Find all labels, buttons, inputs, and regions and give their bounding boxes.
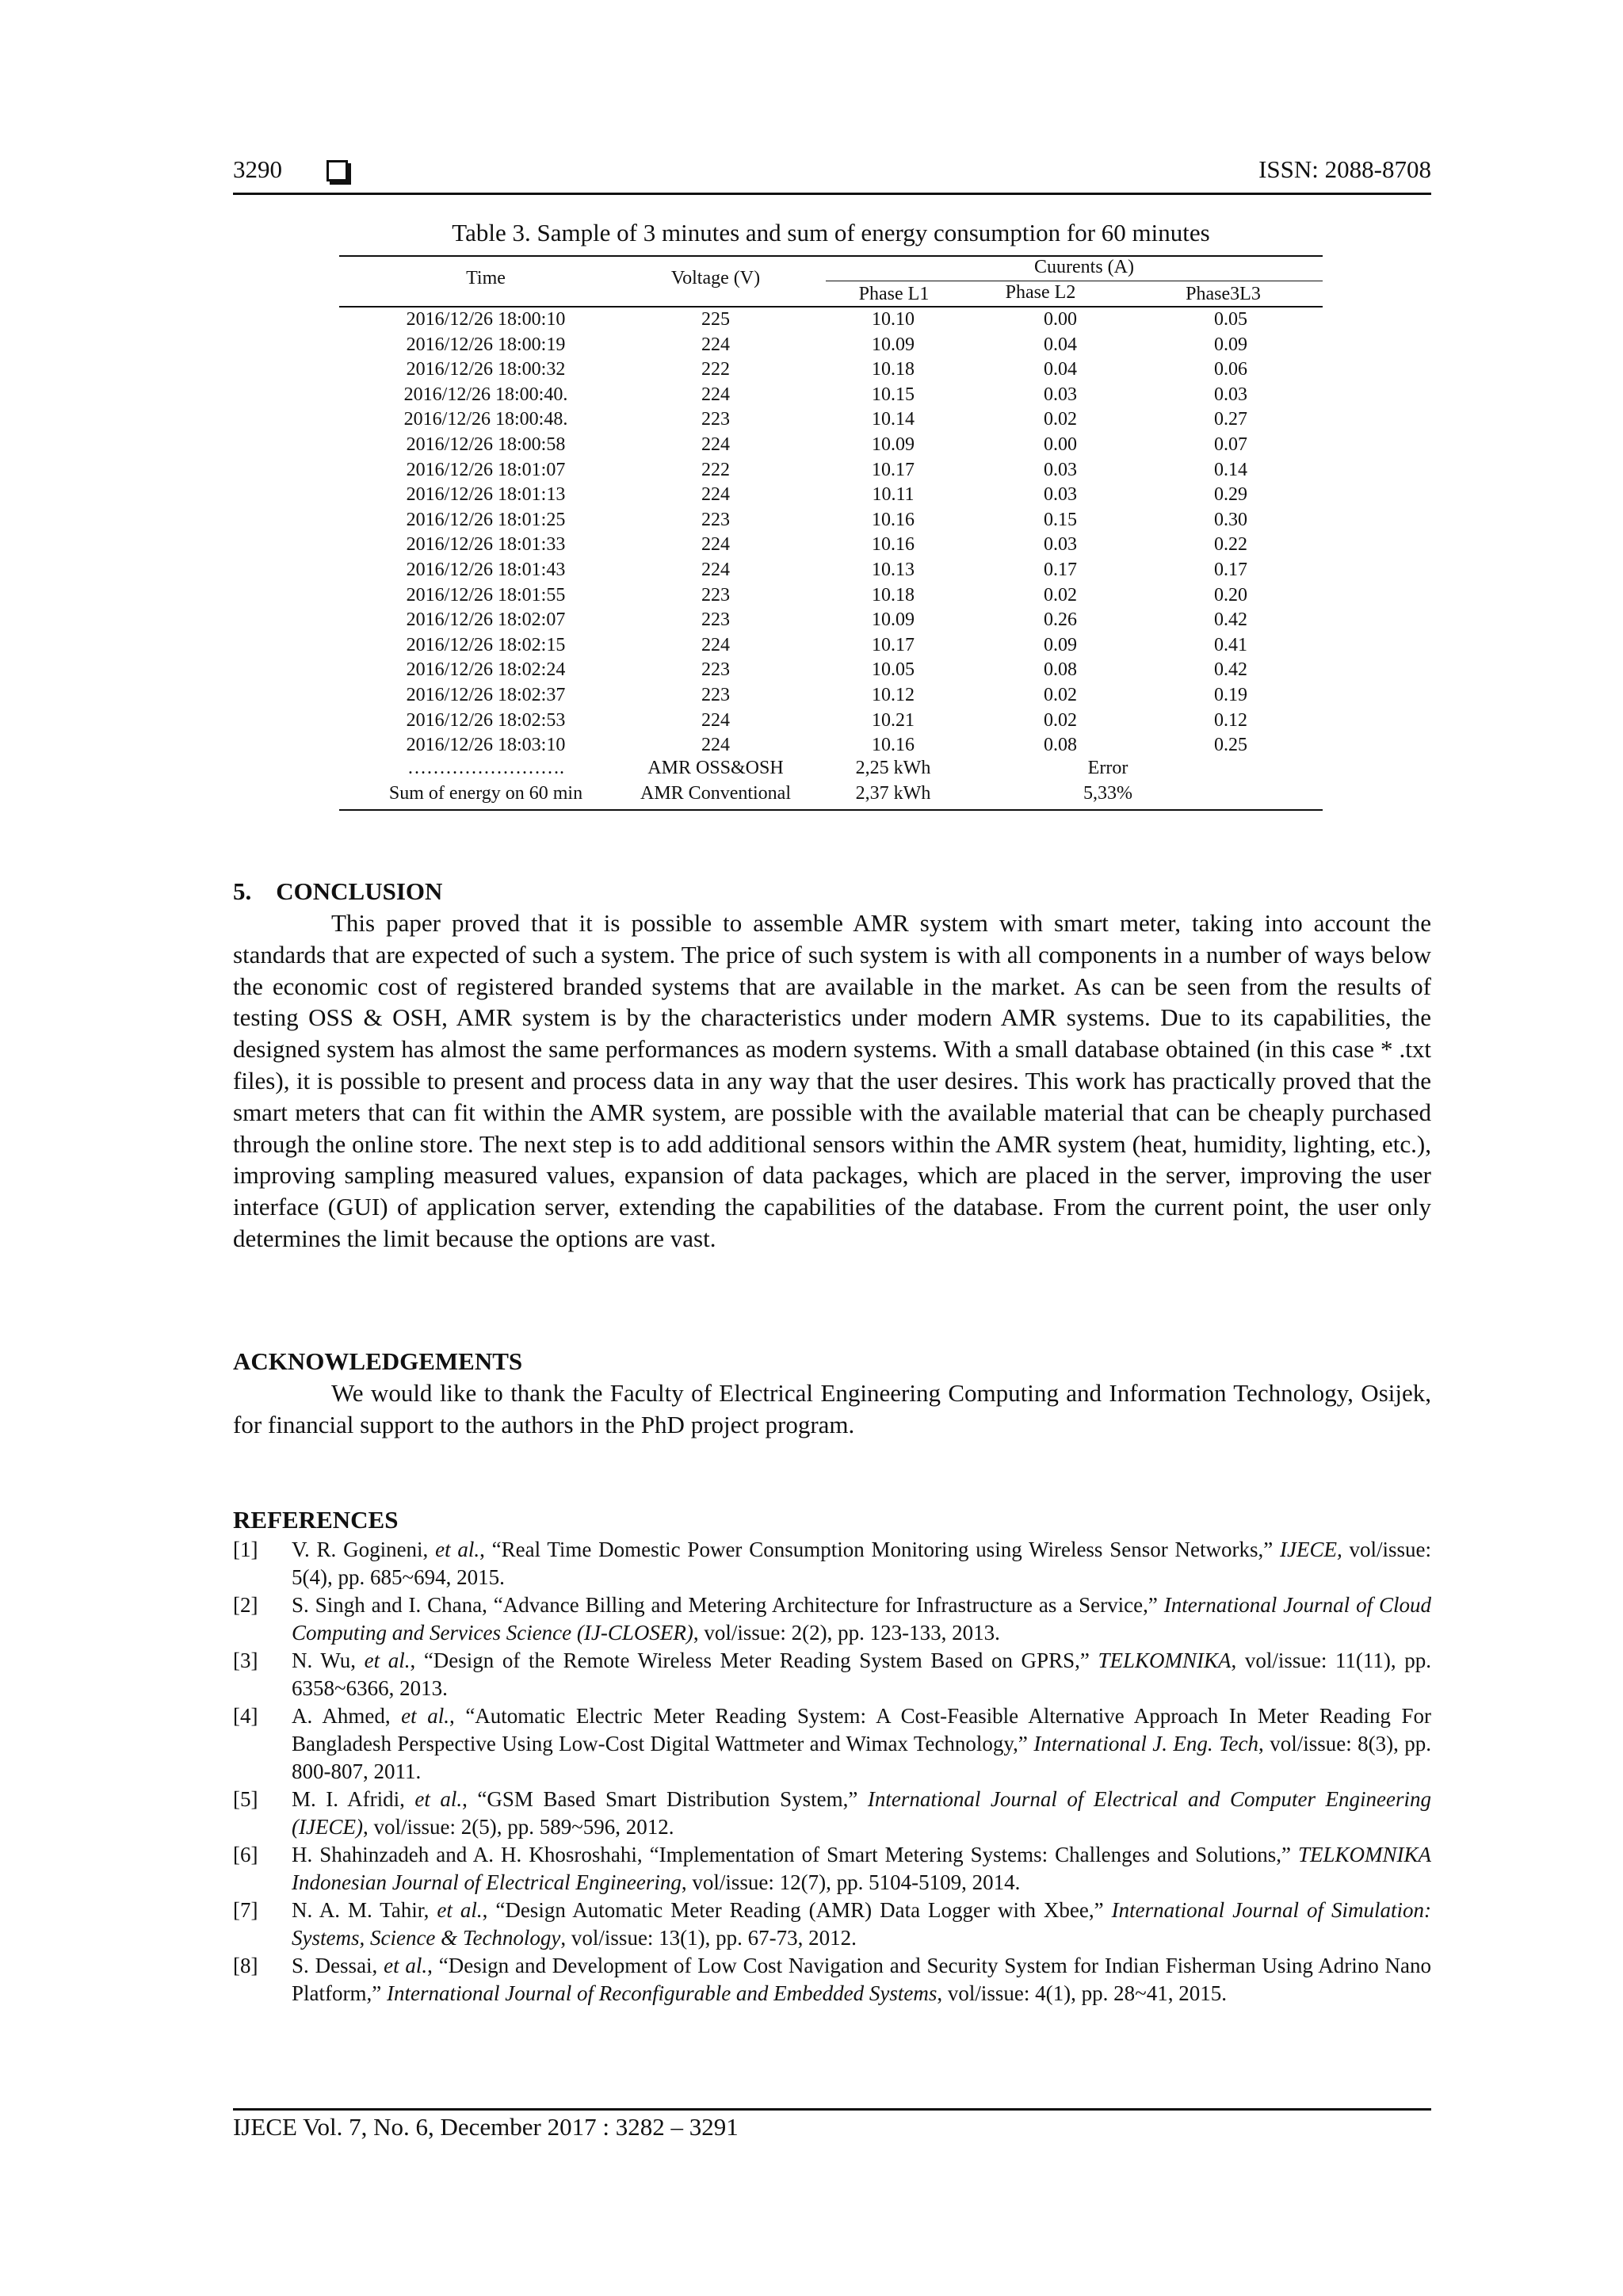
reference-text: , “Real Time Domestic Power Consumption Monitoring using Wireless Sensor Networks,” (479, 1538, 1280, 1561)
cell-phase-l2: 0.00 (1044, 434, 1077, 455)
cell-time: 2016/12/26 18:02:53 (406, 709, 566, 731)
cell-time: 2016/12/26 18:00:19 (406, 334, 566, 355)
reference-text: S. Singh and I. Chana, “Advance Billing and Metering Architecture for Infrastructure as a Service,” (292, 1593, 1164, 1617)
cell-voltage: 224 (701, 560, 730, 580)
cell-phase-l1: 10.09 (872, 434, 915, 455)
page-header (233, 155, 1431, 193)
summary-voltage: AMR OSS&OSH (647, 758, 784, 778)
reference-number: [3] (233, 1648, 258, 1672)
table-row (339, 334, 1323, 360)
cell-voltage: 225 (701, 309, 730, 330)
cell-phase-l2: 0.03 (1044, 459, 1077, 480)
table-row (339, 710, 1323, 735)
reference-number: [6] (233, 1843, 258, 1866)
cell-voltage: 223 (701, 409, 730, 430)
reference-text: H. Shahinzadeh and A. H. Khosroshahi, “Implementation of Smart Metering Systems: Challenges and Solutions,” (292, 1843, 1298, 1866)
cell-time: 2016/12/26 18:01:25 (406, 509, 566, 530)
cell-phase-l1: 10.18 (872, 584, 915, 606)
table-row (339, 384, 1323, 410)
reference-item (233, 1702, 1431, 1786)
cell-time: 2016/12/26 18:00:48. (403, 409, 568, 430)
acknowledgements-section (233, 1347, 1431, 1441)
cell-phase-l2: 0.00 (1044, 309, 1077, 330)
reference-text: S. Dessai, (292, 1954, 384, 1977)
cell-phase-l1: 10.16 (872, 534, 915, 556)
cell-phase-l2: 0.02 (1044, 584, 1077, 606)
reference-etal: et al. (364, 1648, 411, 1672)
conclusion-heading: 5. CONCLUSION (233, 877, 443, 905)
summary-l1: 2,37 kWh (855, 783, 931, 804)
reference-text: , vol/issue: 2(5), pp. 589~596, 2012. (362, 1815, 674, 1839)
cell-voltage: 224 (701, 384, 730, 405)
reference-number: [2] (233, 1593, 258, 1617)
cell-phase-l1: 10.17 (872, 634, 915, 655)
page-footer: IJECE Vol. 7, No. 6, December 2017 : 3282 – 3291 (233, 2113, 739, 2141)
reference-text: , “Design of the Remote Wireless Meter Reading System Based on GPRS,” (410, 1648, 1098, 1672)
table-row (339, 484, 1323, 510)
table-row (339, 460, 1323, 485)
reference-text: M. I. Afridi, (292, 1787, 415, 1811)
reference-text: vol/issue: 5(4), pp. 685~694, 2015. (292, 1538, 1431, 1589)
table-row (339, 560, 1323, 585)
cell-phase-l3: 0.30 (1214, 509, 1247, 530)
reference-journal: International Journal of Simulation: Systems, Science & Technology (292, 1898, 1431, 1950)
cell-phase-l2: 0.03 (1044, 534, 1077, 556)
reference-text: , vol/issue: 4(1), pp. 28~41, 2015. (937, 1981, 1227, 2005)
summary-time: Sum of energy on 60 min (388, 783, 583, 804)
checkbox-square-icon (327, 160, 348, 181)
issn-label: ISSN: 2088-8708 (1258, 155, 1431, 183)
cell-time: 2016/12/26 18:01:55 (406, 584, 566, 606)
reference-journal: International Journal of Electrical and Computer Engineering (IJECE) (292, 1787, 1431, 1839)
reference-text: , “GSM Based Smart Distribution System,” (462, 1787, 868, 1811)
header-phase-l3: Phase3L3 (1186, 284, 1261, 304)
cell-time: 2016/12/26 18:02:07 (406, 609, 566, 631)
reference-etal: et al. (384, 1954, 428, 1977)
cell-time: 2016/12/26 18:02:37 (406, 685, 566, 705)
summary-merged: 5,33% (1083, 783, 1132, 804)
cell-time: 2016/12/26 18:01:13 (406, 484, 566, 506)
cell-phase-l1: 10.21 (872, 709, 915, 731)
reference-number: [7] (233, 1898, 258, 1922)
table-row (339, 685, 1323, 710)
reference-journal: TELKOMNIKA (1098, 1648, 1232, 1672)
cell-phase-l1: 10.11 (872, 484, 915, 506)
references-heading: REFERENCES (233, 1506, 399, 1534)
summary-l1: 2,25 kWh (855, 758, 931, 778)
reference-text: , vol/issue: 11(11), pp. 6358~6366, 2013. (292, 1648, 1431, 1700)
table-row (339, 609, 1323, 635)
header-phase-l2: Phase L2 (1005, 282, 1076, 303)
conclusion-section (233, 877, 1431, 1255)
cell-time: 2016/12/26 18:00:10 (406, 309, 566, 330)
reference-text: , “Design Automatic Meter Reading (AMR) Data Logger with Xbee,” (482, 1898, 1112, 1922)
cell-voltage: 224 (701, 735, 730, 756)
cell-voltage: 223 (701, 609, 730, 631)
cell-phase-l3: 0.29 (1214, 484, 1247, 506)
table-row (339, 585, 1323, 610)
header-rule (233, 193, 1431, 195)
cell-phase-l1: 10.16 (872, 735, 915, 756)
cell-phase-l2: 0.03 (1044, 384, 1077, 405)
cell-voltage: 224 (701, 484, 730, 506)
reference-journal: International J. Eng. Tech (1033, 1732, 1259, 1755)
cell-voltage: 223 (701, 584, 730, 606)
cell-time: 2016/12/26 18:01:43 (406, 560, 566, 580)
reference-item (233, 1536, 1431, 1591)
cell-phase-l2: 0.15 (1044, 509, 1077, 530)
table-bottom-rule (339, 809, 1323, 811)
cell-phase-l3: 0.07 (1214, 434, 1247, 455)
table-row (339, 434, 1323, 460)
reference-etal: et al. (435, 1538, 480, 1561)
cell-phase-l3: 0.03 (1214, 384, 1247, 405)
cell-phase-l2: 0.02 (1044, 409, 1077, 430)
reference-text: , “Automatic Electric Meter Reading System: A Cost-Feasible Alternative Approach In Meter Reading For Bangladesh Perspective Using Low-Cost Digital Wattmeter and Wimax Technology,” (292, 1704, 1431, 1755)
cell-voltage: 224 (701, 434, 730, 455)
cell-phase-l1: 10.17 (872, 459, 915, 480)
table-caption: Table 3. Sample of 3 minutes and sum of energy consumption for 60 minutes (452, 219, 1210, 246)
cell-phase-l3: 0.12 (1214, 709, 1247, 731)
cell-time: 2016/12/26 18:02:24 (406, 659, 566, 681)
cell-time: 2016/12/26 18:00:40. (403, 384, 568, 405)
cell-phase-l3: 0.05 (1214, 309, 1247, 330)
cell-phase-l1: 10.10 (872, 309, 915, 330)
summary-time: ……………………. (407, 758, 564, 778)
cell-phase-l3: 0.06 (1214, 359, 1247, 380)
summary-row (339, 783, 1323, 808)
cell-time: 2016/12/26 18:00:32 (406, 359, 566, 380)
table-row (339, 659, 1323, 685)
cell-voltage: 222 (701, 459, 730, 480)
reference-item (233, 1897, 1431, 1952)
reference-journal: International Journal of Cloud Computing and Services Science (IJ-CLOSER) (292, 1593, 1432, 1645)
cell-phase-l2: 0.09 (1044, 634, 1077, 655)
header-currents: Cuurents (A) (1034, 257, 1134, 277)
cell-phase-l3: 0.27 (1214, 409, 1247, 430)
cell-phase-l3: 0.25 (1214, 735, 1247, 756)
cell-phase-l2: 0.08 (1044, 659, 1077, 681)
summary-voltage: AMR Conventional (640, 783, 791, 804)
cell-phase-l3: 0.22 (1214, 534, 1247, 556)
cell-phase-l1: 10.16 (872, 509, 915, 530)
cell-phase-l2: 0.04 (1044, 359, 1077, 380)
cell-voltage: 223 (701, 509, 730, 530)
table-row (339, 534, 1323, 560)
cell-time: 2016/12/26 18:01:07 (406, 459, 566, 480)
reference-text: , vol/issue: 13(1), pp. 67-73, 2012. (560, 1926, 857, 1950)
reference-etal: et al. (437, 1898, 483, 1922)
summary-merged: Error (1087, 758, 1128, 778)
reference-item (233, 1952, 1431, 2008)
reference-text: N. Wu, (292, 1648, 365, 1672)
cell-phase-l3: 0.14 (1214, 459, 1247, 480)
conclusion-paragraph: This paper proved that it is possible to assemble AMR system with smart meter, taking into account the standards that are expected of such a system. The price of such system is with all components in a number of ways below the economic cost of registered branded systems that are available in the market. As can be seen from the results of testing OSS & OSH, AMR system is by the characteristics under modern AMR systems. Due to its capabilities, the designed system has almost the same performances as modern systems. With a small database obtained (in this case * .txt files), it is possible to present and process data in any way that the user desires. This work has practically proved that the smart meters that can fit within the AMR system, are possible with the available material that can be cheaply purchased through the online store. The next step is to add additional sensors within the AMR system (heat, humidity, lighting, etc.), improving sampling measured values, expansion of data packages, which are placed in the server, improving the user interface (GUI) of application server, extending the capabilities of the database. From the current point, the user only determines the limit because the options are vast. (233, 909, 1431, 1252)
table-row (339, 359, 1323, 384)
header-bottom-rule (339, 306, 1323, 308)
reference-list (233, 1536, 1431, 2008)
acknowledgements-paragraph: We would like to thank the Faculty of Electrical Engineering Computing and Information Technology, Osijek, for financial support to the authors in the PhD project program. (233, 1379, 1431, 1438)
cell-phase-l1: 10.13 (872, 560, 915, 580)
cell-phase-l3: 0.09 (1214, 334, 1247, 355)
reference-etal: et al. (414, 1787, 463, 1811)
cell-phase-l3: 0.42 (1214, 659, 1247, 681)
cell-phase-l3: 0.17 (1214, 560, 1247, 580)
cell-voltage: 224 (701, 334, 730, 355)
cell-phase-l2: 0.08 (1044, 735, 1077, 756)
cell-phase-l3: 0.42 (1214, 609, 1247, 631)
table-row (339, 635, 1323, 660)
reference-item (233, 1647, 1431, 1702)
table-row (339, 409, 1323, 434)
reference-text: , vol/issue: 2(2), pp. 123-133, 2013. (693, 1621, 1000, 1645)
cell-voltage: 222 (701, 359, 730, 380)
reference-number: [4] (233, 1704, 258, 1728)
cell-phase-l1: 10.05 (872, 659, 915, 681)
reference-item (233, 1841, 1431, 1897)
table-row (339, 735, 1323, 760)
cell-voltage: 224 (701, 709, 730, 731)
reference-number: [1] (233, 1538, 258, 1561)
header-voltage: Voltage (V) (670, 268, 761, 288)
cell-phase-l2: 0.02 (1044, 709, 1077, 731)
reference-journal: TELKOMNIKA Indonesian Journal of Electrical Engineering (292, 1843, 1431, 1894)
reference-text: , vol/issue: 8(3), pp. 800-807, 2011. (292, 1732, 1431, 1783)
cell-phase-l1: 10.12 (872, 685, 915, 705)
cell-phase-l2: 0.26 (1044, 609, 1077, 631)
table-row (339, 309, 1323, 334)
header-phase-l1: Phase L1 (858, 284, 930, 304)
cell-phase-l1: 10.14 (872, 409, 915, 430)
cell-phase-l3: 0.41 (1214, 634, 1247, 655)
cell-phase-l2: 0.17 (1044, 560, 1077, 580)
summary-row (339, 758, 1323, 783)
cell-voltage: 223 (701, 659, 730, 681)
cell-time: 2016/12/26 18:03:10 (406, 735, 566, 756)
cell-voltage: 224 (701, 634, 730, 655)
reference-text: A. Ahmed, (292, 1704, 402, 1728)
reference-journal: International Journal of Reconfigurable and Embedded Systems (386, 1981, 938, 2005)
cell-phase-l3: 0.19 (1214, 685, 1247, 705)
cell-phase-l3: 0.20 (1214, 584, 1247, 606)
reference-text: N. A. M. Tahir, (292, 1898, 437, 1922)
cell-phase-l2: 0.03 (1044, 484, 1077, 506)
reference-item (233, 1591, 1431, 1647)
cell-phase-l1: 10.18 (872, 359, 915, 380)
cell-phase-l2: 0.02 (1044, 685, 1077, 705)
references-section (233, 1506, 1431, 2008)
cell-time: 2016/12/26 18:00:58 (406, 434, 566, 455)
reference-number: [5] (233, 1787, 258, 1811)
reference-text: V. R. Gogineni, (292, 1538, 436, 1561)
cell-voltage: 224 (701, 534, 730, 556)
reference-number: [8] (233, 1954, 258, 1977)
cell-voltage: 223 (701, 685, 730, 705)
cell-phase-l1: 10.09 (872, 334, 915, 355)
cell-phase-l1: 10.15 (872, 384, 915, 405)
cell-time: 2016/12/26 18:01:33 (406, 534, 566, 556)
reference-text: , vol/issue: 12(7), pp. 5104-5109, 2014. (681, 1870, 1021, 1894)
acknowledgements-heading: ACKNOWLEDGEMENTS (233, 1347, 523, 1375)
reference-item (233, 1786, 1431, 1841)
cell-time: 2016/12/26 18:02:15 (406, 634, 566, 655)
page-number: 3290 (233, 155, 282, 183)
cell-phase-l2: 0.04 (1044, 334, 1077, 355)
reference-text: , “Design and Development of Low Cost Navigation and Security System for Indian Fisherman Using Adrino Nano Platform,” (292, 1954, 1432, 2005)
reference-etal: et al. (401, 1704, 449, 1728)
table-row (339, 510, 1323, 535)
footer-rule (233, 2108, 1431, 2111)
cell-phase-l1: 10.09 (872, 609, 915, 631)
header-time: Time (466, 268, 506, 288)
reference-journal: IJECE, (1279, 1538, 1342, 1561)
